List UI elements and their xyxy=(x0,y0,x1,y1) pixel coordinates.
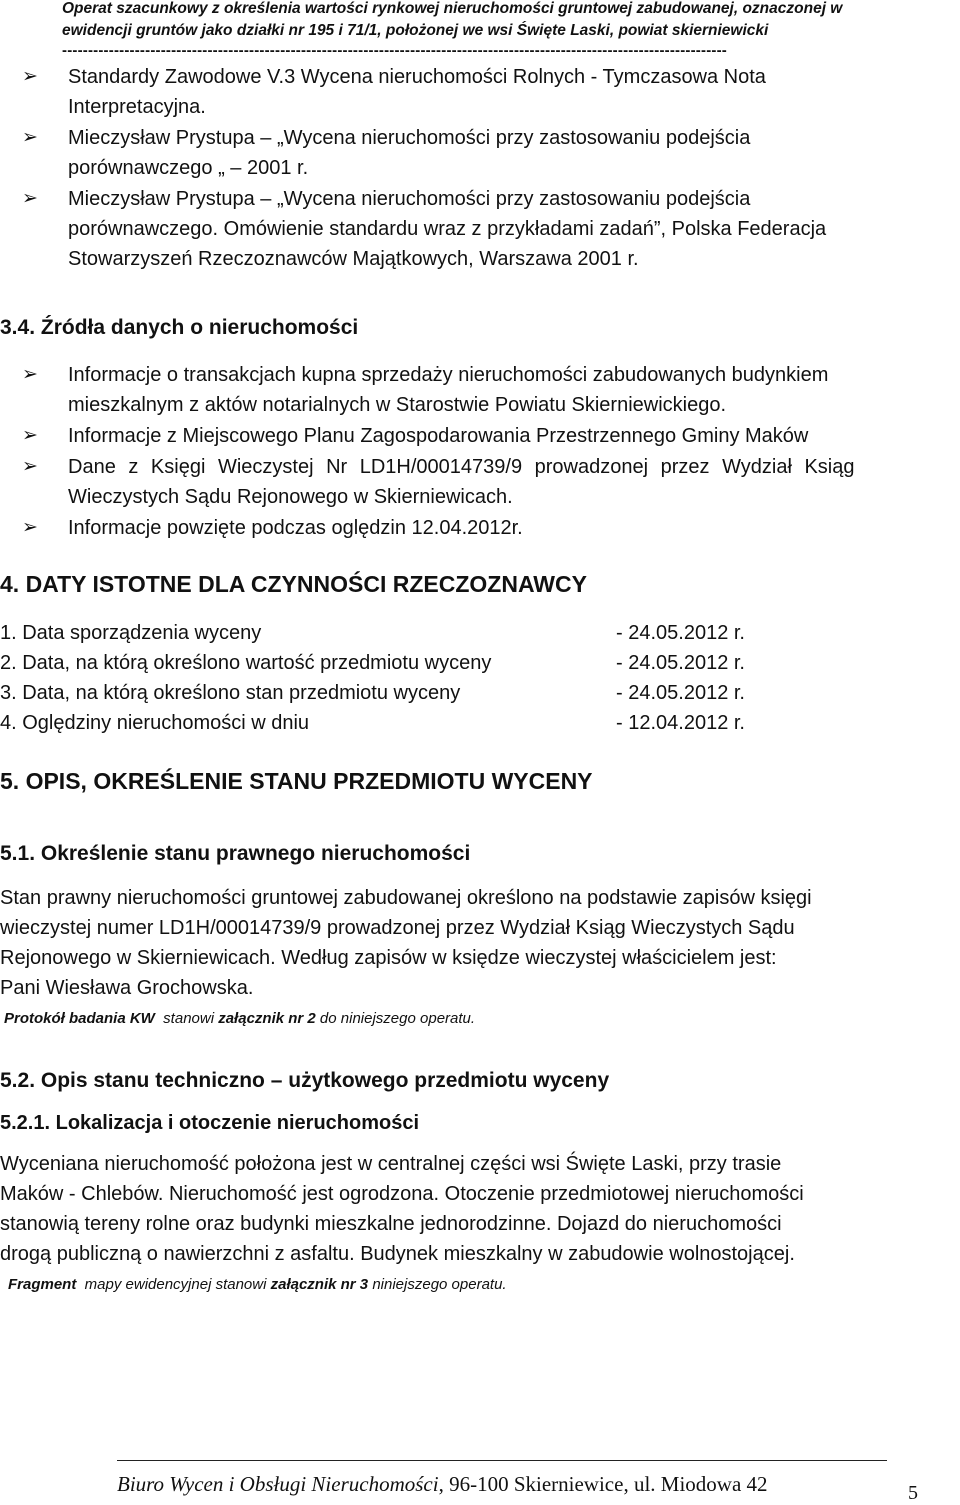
footer-office: Biuro Wycen i Obsługi Nieruchomości xyxy=(117,1472,439,1496)
paragraph-line: Rejonowego w Skierniewicach. Według zapisów w księdze wieczystej właścicielem jest: xyxy=(0,947,777,969)
ref-line: porównawczego. Omówienie standardu wraz z przykładami zadań”, Polska Federacja xyxy=(68,218,827,240)
source-item-4 xyxy=(22,513,523,543)
note-bold: załącznik nr 2 xyxy=(218,1010,316,1027)
source-line: Dane z Księgi Wieczystej Nr LD1H/00014739/9 prowadzonej przez Wydział Ksiąg xyxy=(68,456,855,478)
ref-line: Stowarzyszeń Rzeczoznawców Majątkowych, Warszawa 2001 r. xyxy=(68,248,639,270)
source-item-1 xyxy=(22,360,828,420)
footer-street: , 96-100 Skierniewice, ul. Miodowa 42 xyxy=(438,1472,768,1496)
note-text: stanowi xyxy=(154,1010,219,1027)
source-line: mieszkalnym z aktów notarialnych w Starostwie Powiatu Skierniewickiego. xyxy=(68,394,727,416)
date-row-3 xyxy=(0,678,745,708)
source-line: Wieczystych Sądu Rejonowego w Skierniewicach. xyxy=(68,486,513,508)
ref-line: Standardy Zawodowe V.3 Wycena nieruchomości Rolnych - Tymczasowa Nota xyxy=(68,66,766,88)
date-label: 4. Oględziny nieruchomości w dniu xyxy=(0,712,310,734)
running-header-line2: ewidencji gruntów jako działki nr 195 i 71/1, położonej we wsi Święte Laski, powiat skierniewicki xyxy=(62,22,769,39)
section-5-2-title: 5.2. Opis stanu techniczno – użytkowego przedmiotu wyceny xyxy=(0,1069,610,1092)
source-item-2 xyxy=(22,421,808,451)
arrow-bullet-icon: ➢ xyxy=(22,364,38,385)
section-3-4-title: 3.4. Źródła danych o nieruchomości xyxy=(0,316,359,339)
date-label: 1. Data sporządzenia wyceny xyxy=(0,622,262,644)
date-label: 2. Data, na którą określono wartość przedmiotu wyceny xyxy=(0,652,492,674)
arrow-bullet-icon: ➢ xyxy=(22,66,38,87)
running-header-line1: Operat szacunkowy z określenia wartości rynkowej nieruchomości gruntowej zabudowanej, oznaczonej w xyxy=(62,0,843,17)
source-line: Informacje o transakcjach kupna sprzedaży nieruchomości zabudowanych budynkiem xyxy=(68,364,829,386)
arrow-bullet-icon: ➢ xyxy=(22,517,38,538)
section-5-title: 5. OPIS, OKREŚLENIE STANU PRZEDMIOTU WYCENY xyxy=(0,768,593,794)
source-line: Informacje powzięte podczas oględzin 12.04.2012r. xyxy=(68,517,523,539)
kw-attachment-note xyxy=(4,1010,475,1027)
paragraph-line: Pani Wiesława Grochowska. xyxy=(0,977,254,999)
section-5-1-title: 5.1. Określenie stanu prawnego nieruchomości xyxy=(0,842,471,865)
date-label: 3. Data, na którą określono stan przedmiotu wyceny xyxy=(0,682,461,704)
date-row-1 xyxy=(0,618,745,648)
date-value: - 12.04.2012 r. xyxy=(616,712,745,734)
ref-item-2 xyxy=(22,123,750,183)
paragraph-line: Wyceniana nieruchomość położona jest w centralnej części wsi Święte Laski, przy trasie xyxy=(0,1153,782,1175)
location-paragraph xyxy=(0,1149,804,1269)
paragraph-line: Maków - Chlebów. Nieruchomość jest ogrodzona. Otoczenie przedmiotowej nieruchomości xyxy=(0,1183,804,1205)
paragraph-line: Stan prawny nieruchomości gruntowej zabudowanej określono na podstawie zapisów księgi xyxy=(0,887,812,909)
paragraph-line: wieczystej numer LD1H/00014739/9 prowadzonej przez Wydział Ksiąg Wieczystych Sądu xyxy=(0,917,795,939)
source-line: Informacje z Miejscowego Planu Zagospodarowania Przestrzennego Gminy Maków xyxy=(68,425,809,447)
ref-line: Mieczysław Prystupa – „Wycena nieruchomości przy zastosowaniu podejścia xyxy=(68,188,751,210)
arrow-bullet-icon: ➢ xyxy=(22,188,38,209)
source-item-3 xyxy=(22,452,855,512)
arrow-bullet-icon: ➢ xyxy=(22,127,38,148)
section-4-title: 4. DATY ISTOTNE DLA CZYNNOŚCI RZECZOZNAWCY xyxy=(0,571,587,597)
note-bold: załącznik nr 3 xyxy=(270,1276,369,1293)
note-text: do niniejszego operatu. xyxy=(315,1010,476,1027)
map-attachment-note xyxy=(8,1276,507,1293)
ref-item-1 xyxy=(22,62,766,122)
ref-line: porównawczego „ – 2001 r. xyxy=(68,157,309,179)
section-5-2-1-title: 5.2.1. Lokalizacja i otoczenie nieruchomości xyxy=(0,1112,420,1134)
date-value: - 24.05.2012 r. xyxy=(616,622,745,644)
paragraph-line: drogą publiczną o nawierzchni z asfaltu. Budynek mieszkalny w zabudowie wolnostojącej. xyxy=(0,1243,795,1265)
date-row-2 xyxy=(0,648,745,678)
footer-rule xyxy=(117,1460,887,1461)
note-bold: Fragment xyxy=(8,1276,77,1293)
date-value: - 24.05.2012 r. xyxy=(616,682,745,704)
date-row-4 xyxy=(0,708,745,738)
arrow-bullet-icon: ➢ xyxy=(22,456,38,477)
ref-line: Interpretacyjna. xyxy=(68,96,206,118)
ref-line: Mieczysław Prystupa – „Wycena nieruchomości przy zastosowaniu podejścia xyxy=(68,127,751,149)
note-text: mapy ewidencyjnej stanowi xyxy=(76,1276,271,1293)
date-value: - 24.05.2012 r. xyxy=(616,652,745,674)
page-number: 5 xyxy=(908,1482,918,1504)
arrow-bullet-icon: ➢ xyxy=(22,425,38,446)
note-text: niniejszego operatu. xyxy=(368,1276,507,1293)
legal-status-paragraph xyxy=(0,883,812,1003)
ref-item-3 xyxy=(22,184,826,274)
paragraph-line: stanowią tereny rolne oraz budynki mieszkalne jednorodzinne. Dojazd do nieruchomości xyxy=(0,1213,782,1235)
footer-address xyxy=(117,1472,768,1497)
note-bold: Protokół badania KW xyxy=(4,1010,155,1027)
header-divider: -------------------------------------------------------------------------------------------------------------------------------- xyxy=(62,42,727,59)
